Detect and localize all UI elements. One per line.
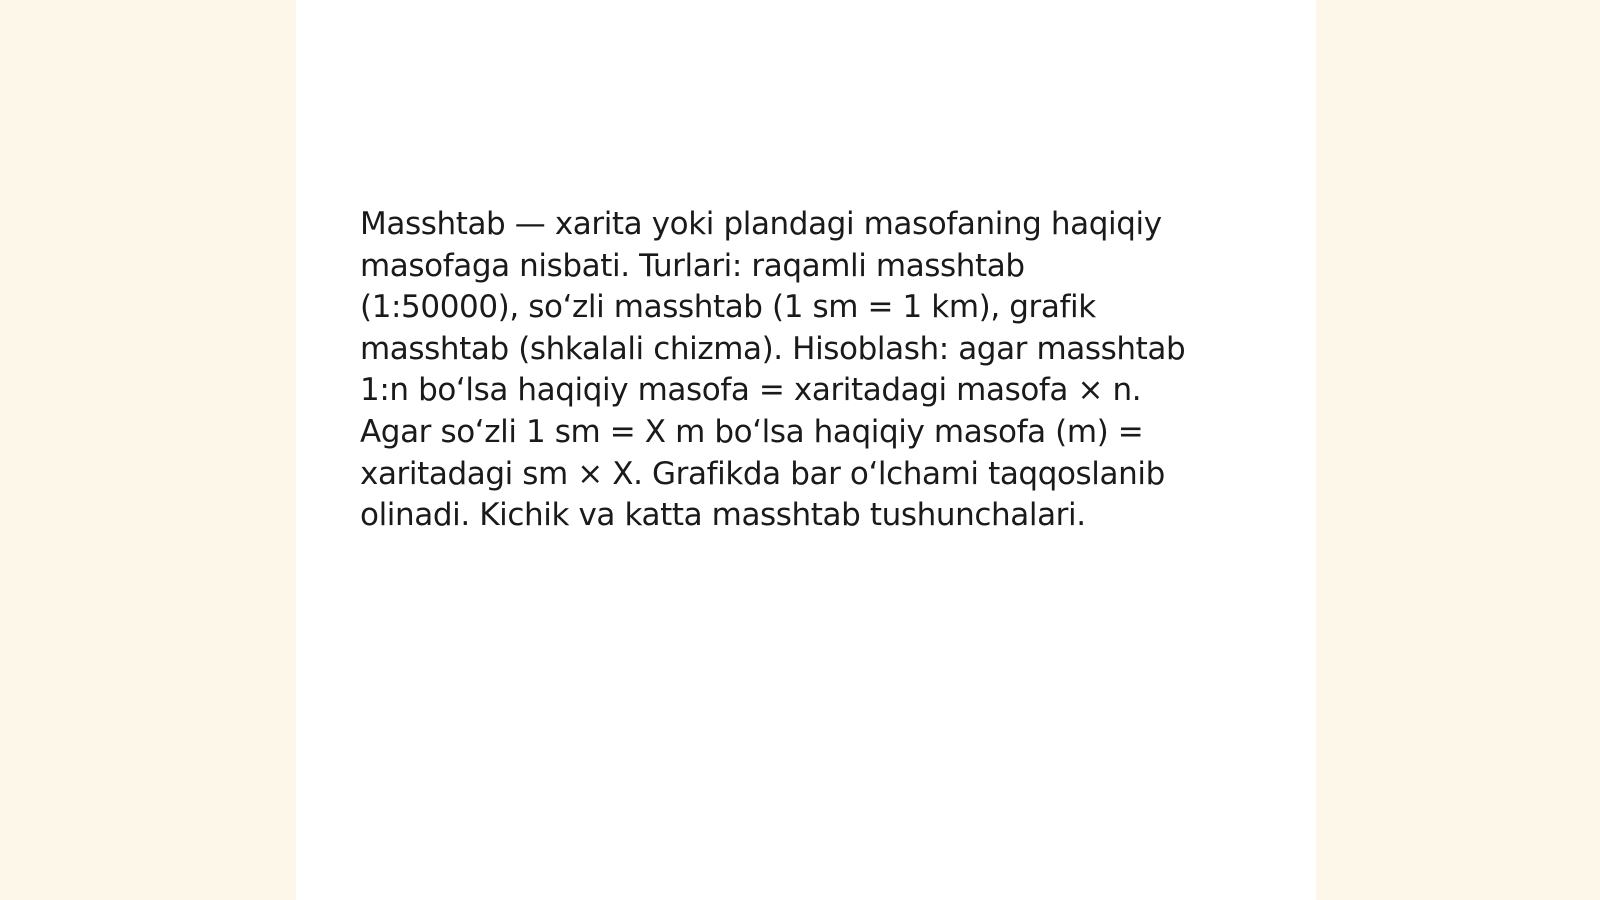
paragraph-line: masofaga nisbati. Turlari: raqamli masshtab [360,247,1025,284]
paragraph-line: (1:50000), so‘zli masshtab (1 sm = 1 km), grafik [360,289,1096,326]
paragraph-line: olinadi. Kichik va katta masshtab tushunchalari. [360,497,1086,534]
paragraph-line: Agar so‘zli 1 sm = X m bo‘lsa haqiqiy masofa (m) = [360,413,1144,450]
body-paragraph [360,204,1260,537]
paragraph-line: Masshtab — xarita yoki plandagi masofaning haqiqiy [360,206,1162,242]
paragraph-line: masshtab (shkalali chizma). Hisoblash: agar masshtab [360,330,1186,367]
document-page [296,0,1316,900]
paragraph-line: 1:n bo‘lsa haqiqiy masofa = xaritadagi masofa × n. [360,372,1142,409]
paragraph-line: xaritadagi sm × X. Grafikda bar o‘lchami taqqoslanib [360,455,1165,492]
